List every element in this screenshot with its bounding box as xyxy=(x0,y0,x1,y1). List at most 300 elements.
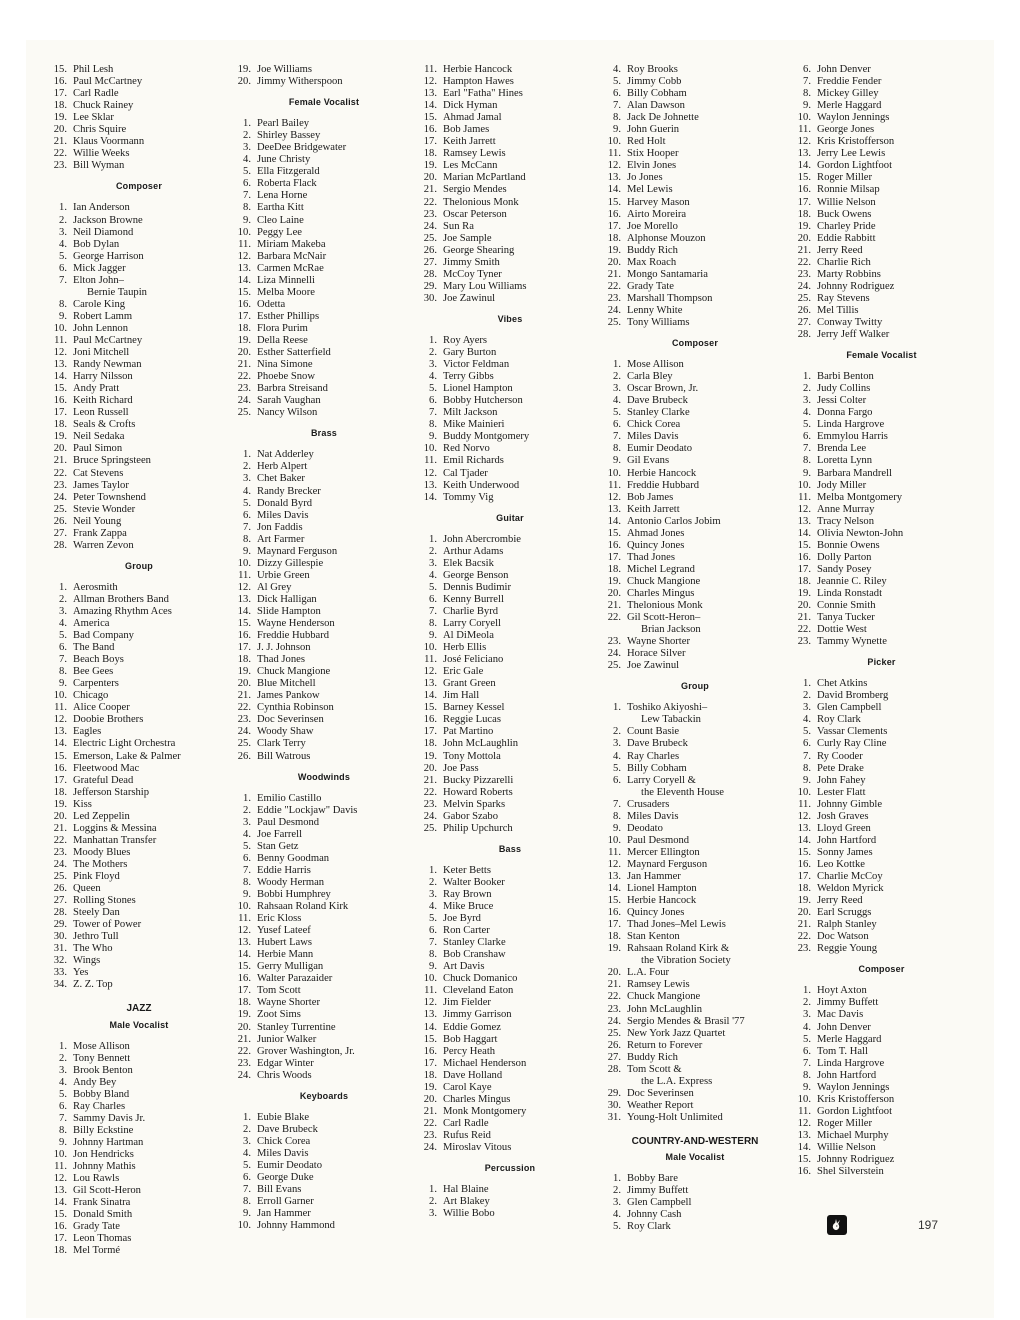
artist-name: Billy Eckstine xyxy=(73,1124,134,1136)
rank-number: 2. xyxy=(613,1185,621,1197)
ranking-entry xyxy=(234,299,414,311)
artist-name: Bill Watrous xyxy=(257,750,311,762)
ranking-entry xyxy=(50,726,228,738)
rank-number: 22. xyxy=(237,1045,251,1057)
rank-number: 23. xyxy=(797,636,811,648)
ranking-entry xyxy=(234,486,414,498)
artist-name: Buddy Rich xyxy=(627,1051,678,1063)
rank-number: 4. xyxy=(243,1147,251,1159)
artist-name: Mick Jagger xyxy=(73,262,126,274)
ranking-entry xyxy=(604,943,786,955)
ranking-entry xyxy=(234,949,414,961)
artist-name: Randy Newman xyxy=(73,359,142,371)
artist-name: Jon Hendricks xyxy=(73,1148,134,1160)
artist-name: Aerosmith xyxy=(73,581,118,593)
ranking-entry xyxy=(234,64,414,76)
rank-number: 14. xyxy=(237,605,251,617)
rank-number: 18. xyxy=(797,883,811,895)
rank-number: 4. xyxy=(243,828,251,840)
artist-name: John Fahey xyxy=(817,774,866,786)
artist-name: Tracy Nelson xyxy=(817,515,874,527)
artist-name: Harry Nilsson xyxy=(73,371,133,383)
artist-name: Mel Tormé xyxy=(73,1245,121,1257)
rank-number: 22. xyxy=(607,612,621,624)
artist-name: Manhattan Transfer xyxy=(73,834,157,846)
artist-name: Reggie Lucas xyxy=(443,714,501,726)
artist-name: Loggins & Messina xyxy=(73,822,157,834)
artist-name: Chris Squire xyxy=(73,124,127,136)
ranking-entry xyxy=(604,197,786,209)
rank-number: 17. xyxy=(53,407,67,419)
artist-name: Dave Holland xyxy=(443,1069,503,1081)
rank-number: 11. xyxy=(54,702,67,714)
artist-name: Peggy Lee xyxy=(257,226,303,238)
ranking-entry xyxy=(604,979,786,991)
rank-number: 17. xyxy=(607,220,621,232)
artist-name: Willie Nelson xyxy=(817,1141,876,1153)
artist-name: Jethro Tull xyxy=(73,931,119,943)
artist-name: Howard Roberts xyxy=(443,786,513,798)
rank-number: 16. xyxy=(423,714,437,726)
artist-name: Lionel Hampton xyxy=(443,383,513,395)
ranking-entry xyxy=(420,889,600,901)
artist-name: Ahmad Jones xyxy=(627,527,685,539)
artist-name: John Hartford xyxy=(817,1069,877,1081)
artist-name: Tom T. Hall xyxy=(817,1045,868,1057)
rank-number: 19. xyxy=(237,666,251,678)
rank-number: 19. xyxy=(237,1009,251,1021)
artist-name: Jackson Browne xyxy=(73,214,143,226)
ranking-entry xyxy=(50,100,228,112)
ranking-entry xyxy=(50,642,228,654)
artist-name: Les McCann xyxy=(443,160,498,172)
ranking-entry xyxy=(234,1046,414,1058)
rank-number: 24. xyxy=(607,648,621,660)
ranking-entry xyxy=(50,1053,228,1065)
ranking-entry xyxy=(420,1208,600,1220)
rank-number: 16. xyxy=(423,124,437,136)
artist-name: Shirley Bassey xyxy=(257,130,321,142)
artist-name: Larry Coryell & xyxy=(627,774,696,786)
rank-number: 13. xyxy=(237,593,251,605)
artist-name: Airto Moreira xyxy=(627,208,687,220)
artist-name: Freddie Hubbard xyxy=(627,479,700,491)
artist-name: Barbi Benton xyxy=(817,371,874,383)
rank-number: 9. xyxy=(429,431,437,443)
artist-name: Bobby Hutcherson xyxy=(443,395,523,407)
artist-name: Roy Clark xyxy=(627,1221,671,1233)
rank-number: 23. xyxy=(237,383,251,395)
ranking-entry xyxy=(234,829,414,841)
artist-name: Peter Townshend xyxy=(73,491,146,503)
rank-number: 7. xyxy=(243,521,251,533)
rank-number: 13. xyxy=(237,937,251,949)
artist-name: Herb Alpert xyxy=(257,461,308,473)
artist-name: Chuck Domanico xyxy=(443,973,518,985)
rank-number: 31. xyxy=(607,1111,621,1123)
artist-name: Al Grey xyxy=(257,581,292,593)
artist-name: Chicago xyxy=(73,690,109,702)
artist-name: Keith Jarrett xyxy=(443,136,496,148)
rank-number: 24. xyxy=(797,280,811,292)
artist-name: Jimmy Cobb xyxy=(627,76,682,88)
ranking-entry xyxy=(794,257,969,269)
artist-name: Grateful Dead xyxy=(73,774,134,786)
ranking-entry xyxy=(794,293,969,305)
artist-name: Esther Satterfield xyxy=(257,347,331,359)
ranking-entry xyxy=(50,1113,228,1125)
artist-name: J. J. Johnson xyxy=(257,642,311,654)
artist-name: Herbie Hancock xyxy=(627,895,697,907)
artist-name: Cleveland Eaton xyxy=(443,985,514,997)
ranking-entry xyxy=(794,907,969,919)
rank-number: 16. xyxy=(607,208,621,220)
ranking-entry xyxy=(234,985,414,997)
artist-name: John McLaughlin xyxy=(627,1003,703,1015)
rank-number: 1. xyxy=(613,359,621,371)
rank-number: 4. xyxy=(429,569,437,581)
ranking-entry xyxy=(604,1088,786,1100)
rank-number: 20. xyxy=(53,810,67,822)
artist-name: Bob Dylan xyxy=(73,238,120,250)
rank-number: 5. xyxy=(243,497,251,509)
rank-number: 28. xyxy=(53,907,67,919)
rank-number: 19. xyxy=(53,431,67,443)
ranking-entry xyxy=(420,1009,600,1021)
ranking-entry xyxy=(604,112,786,124)
rank-number: 20. xyxy=(797,232,811,244)
ranking-entry xyxy=(234,1160,414,1172)
artist-name: Neil Sedaka xyxy=(73,431,125,443)
artist-name: Seals & Crofts xyxy=(73,419,136,431)
rank-number: 11. xyxy=(238,913,251,925)
rank-number: 9. xyxy=(803,467,811,479)
ranking-entry xyxy=(50,263,228,275)
ranking-entry xyxy=(50,251,228,263)
artist-name: Keith Jarrett xyxy=(627,503,680,515)
artist-name: Roger Miller xyxy=(817,172,873,184)
artist-name: José Feliciano xyxy=(443,654,504,666)
ranking-entry xyxy=(604,799,786,811)
rank-number: 9. xyxy=(613,822,621,834)
artist-name: Nina Simone xyxy=(257,359,313,371)
rank-number: 13. xyxy=(53,359,67,371)
ranking-entry xyxy=(604,407,786,419)
rank-number: 11. xyxy=(238,569,251,581)
artist-name: Jerry Lee Lewis xyxy=(817,148,886,160)
rank-number: 22. xyxy=(423,196,437,208)
ranking-entry xyxy=(604,257,786,269)
rank-number: 18. xyxy=(53,1245,67,1257)
ranking-entry xyxy=(234,166,414,178)
ranking-entry xyxy=(234,666,414,678)
ranking-entry xyxy=(234,678,414,690)
rank-number: 29. xyxy=(607,1087,621,1099)
artist-name: Wayne Shorter xyxy=(257,997,320,1009)
artist-name: Dave Brubeck xyxy=(257,1123,318,1135)
ranking-entry xyxy=(50,124,228,136)
artist-name: Emilio Castillo xyxy=(257,792,322,804)
rank-number: 9. xyxy=(243,889,251,900)
artist-name: Wings xyxy=(73,955,101,967)
artist-name: John Lennon xyxy=(73,322,129,334)
artist-name: Wayne Shorter xyxy=(627,636,690,648)
artist-name: Lester Flatt xyxy=(817,786,866,798)
ranking-entry xyxy=(794,1166,969,1178)
artist-name: Linda Hargrove xyxy=(817,419,885,431)
artist-name: Eddie Gomez xyxy=(443,1021,501,1033)
artist-name: Keith Underwood xyxy=(443,479,520,491)
ranking-entry xyxy=(794,636,969,648)
ranking-entry xyxy=(50,1245,228,1257)
ranking-entry xyxy=(420,642,600,654)
ranking-entry xyxy=(794,763,969,775)
artist-name: Tanya Tucker xyxy=(817,612,875,624)
ranking-entry xyxy=(50,618,228,630)
rank-number: 2. xyxy=(59,1052,67,1064)
rank-number: 14. xyxy=(53,1197,67,1209)
ranking-entry xyxy=(234,359,414,371)
playboy-rabbit-logo-icon xyxy=(827,1215,847,1235)
ranking-entry xyxy=(604,431,786,443)
ranking-entry xyxy=(604,528,786,540)
rank-number: 14. xyxy=(607,184,621,196)
rank-number: 19. xyxy=(53,798,67,810)
ranking-entry xyxy=(420,468,600,480)
rank-number: 4. xyxy=(243,154,251,166)
artist-name: Terry Gibbs xyxy=(443,371,494,383)
ranking-entry xyxy=(604,835,786,847)
ranking-entry xyxy=(50,1233,228,1245)
ranking-entry xyxy=(794,76,969,88)
rank-number: 8. xyxy=(803,455,811,467)
artist-name: Robert Lamm xyxy=(73,310,133,322)
artist-name: Chuck Mangione xyxy=(627,991,701,1003)
rank-number: 4. xyxy=(613,395,621,407)
ranking-entry xyxy=(604,359,786,371)
artist-name: June Christy xyxy=(257,154,311,166)
artist-name: Ian Anderson xyxy=(73,202,130,214)
ranking-entry xyxy=(234,793,414,805)
rank-number: 15. xyxy=(423,702,437,714)
artist-name: Stanley Turrentine xyxy=(257,1021,336,1033)
ranking-entry xyxy=(234,142,414,154)
category-heading-male-vocalist: Male Vocalist xyxy=(665,1152,725,1163)
rank-number: 10. xyxy=(237,901,251,913)
ranking-entry xyxy=(50,215,228,227)
rank-number: 6. xyxy=(613,88,621,100)
rank-number: 15. xyxy=(797,1154,811,1166)
ranking-entry xyxy=(420,751,600,763)
rank-number: 24. xyxy=(423,220,437,232)
ranking-entry xyxy=(420,1118,600,1130)
ranking-entry xyxy=(420,901,600,913)
artist-name: Rahsaan Roland Kirk & xyxy=(627,943,730,955)
ranking-entry xyxy=(420,1094,600,1106)
artist-name: Benny Goodman xyxy=(257,852,330,864)
rank-number: 8. xyxy=(243,533,251,545)
artist-name: Neil Young xyxy=(73,515,122,527)
ranking-entry xyxy=(234,1058,414,1070)
rank-number: 19. xyxy=(607,943,621,955)
rank-number: 24. xyxy=(607,304,621,316)
ranking-entry xyxy=(50,504,228,516)
ranking-entry xyxy=(234,594,414,606)
artist-name: Bob James xyxy=(443,124,490,136)
artist-name: Paul Simon xyxy=(73,443,123,455)
ranking-entry xyxy=(50,419,228,431)
artist-name: Barbra Streisand xyxy=(257,383,328,395)
rank-number: 16. xyxy=(797,858,811,870)
rank-number: 21. xyxy=(607,979,621,991)
rank-number: 11. xyxy=(608,479,621,491)
artist-name: Shel Silverstein xyxy=(817,1166,884,1178)
ranking-entry xyxy=(420,124,600,136)
ranking-entry xyxy=(604,588,786,600)
artist-name: Miles Davis xyxy=(627,810,679,822)
rank-number: 30. xyxy=(423,292,437,304)
ranking-entry xyxy=(420,606,600,618)
artist-name: Randy Brecker xyxy=(257,485,321,497)
category-heading-female-vocalist: Female Vocalist xyxy=(846,350,917,361)
artist-name: Eartha Kitt xyxy=(257,202,304,214)
artist-name: Chris Woods xyxy=(257,1069,312,1081)
rank-number: 28. xyxy=(53,539,67,551)
rank-number: 23. xyxy=(237,714,251,726)
artist-name: John Abercrombie xyxy=(443,533,521,545)
ranking-entry xyxy=(234,461,414,473)
rank-number: 13. xyxy=(607,172,621,184)
ranking-entry xyxy=(794,600,969,612)
artist-name: Glen Campbell xyxy=(817,702,882,714)
artist-name: Dolly Parton xyxy=(817,551,872,563)
ranking-entry xyxy=(604,564,786,576)
rank-number: 10. xyxy=(53,1148,67,1160)
column-5 xyxy=(794,64,969,1178)
ranking-entry xyxy=(234,546,414,558)
rank-number: 14. xyxy=(797,160,811,172)
artist-name: Billy Cobham xyxy=(627,88,687,100)
rank-number: 5. xyxy=(59,1088,67,1100)
artist-name: Brook Benton xyxy=(73,1064,133,1076)
ranking-entry xyxy=(50,1161,228,1173)
rank-number: 15. xyxy=(797,846,811,858)
ranking-entry xyxy=(794,943,969,955)
rank-number: 11. xyxy=(424,985,437,997)
artist-name: Michael Henderson xyxy=(443,1057,527,1069)
artist-name: Eubie Blake xyxy=(257,1111,310,1123)
rank-number: 6. xyxy=(803,1045,811,1057)
artist-name: John McLaughlin xyxy=(443,738,519,750)
ranking-entry xyxy=(234,335,414,347)
rank-number: 14. xyxy=(607,883,621,895)
rank-number: 5. xyxy=(429,913,437,925)
artist-name: Roy Clark xyxy=(817,714,861,726)
ranking-entry xyxy=(604,931,786,943)
rank-number: 18. xyxy=(237,322,251,334)
ranking-entry xyxy=(794,1094,969,1106)
rank-number: 16. xyxy=(53,395,67,407)
rank-number: 18. xyxy=(237,997,251,1009)
artist-name: David Bromberg xyxy=(817,690,889,702)
ranking-entry xyxy=(234,1184,414,1196)
artist-name: Tony Mottola xyxy=(443,750,501,762)
artist-name: Jimmy Garrison xyxy=(443,1009,512,1021)
artist-name: Glen Campbell xyxy=(627,1197,692,1209)
ranking-entry xyxy=(234,383,414,395)
artist-name: Charles Mingus xyxy=(443,1093,511,1105)
ranking-entry xyxy=(794,329,969,341)
artist-name: Emerson, Lake & Palmer xyxy=(73,750,181,762)
ranking-entry xyxy=(794,455,969,467)
ranking-entry xyxy=(604,455,786,467)
artist-name: Freddie Fender xyxy=(817,76,882,88)
artist-name: Melvin Sparks xyxy=(443,798,506,810)
ranking-entry xyxy=(50,311,228,323)
artist-name: Sergio Mendes xyxy=(443,184,507,196)
rank-number: 14. xyxy=(423,100,437,112)
artist-name: Kris Kristofferson xyxy=(817,136,895,148)
artist-name: Johnny Rodriguez xyxy=(817,280,895,292)
rank-number: 25. xyxy=(53,503,67,515)
artist-name: Charley Pride xyxy=(817,220,876,232)
artist-name: Steely Dan xyxy=(73,907,120,919)
rank-number: 21. xyxy=(607,268,621,280)
artist-name: Chuck Mangione xyxy=(627,575,701,587)
ranking-entry xyxy=(794,1118,969,1130)
ranking-entry xyxy=(234,913,414,925)
ranking-entry xyxy=(420,407,600,419)
artist-name: Carla Bley xyxy=(627,371,673,383)
artist-name-continuation: the L.A. Express xyxy=(641,1075,713,1087)
artist-name: Bobby Bare xyxy=(627,1173,678,1185)
artist-name: Doc Severinsen xyxy=(627,1087,694,1099)
artist-name: Gordon Lightfoot xyxy=(817,160,893,172)
ranking-entry xyxy=(234,227,414,239)
rank-number: 13. xyxy=(607,871,621,882)
artist-name: Johnny Gimble xyxy=(817,798,883,810)
ranking-entry xyxy=(604,991,786,1003)
category-heading-male-vocalist: Male Vocalist xyxy=(109,1019,169,1030)
artist-name: Johnny Hartman xyxy=(73,1136,144,1148)
ranking-entry xyxy=(420,221,600,233)
artist-name: Roberta Flack xyxy=(257,178,317,190)
artist-name: Mickey Gilley xyxy=(817,88,879,100)
artist-name: Bonnie Owens xyxy=(817,539,880,551)
ranking-entry xyxy=(794,148,969,160)
rank-number: 19. xyxy=(237,64,251,75)
ranking-entry xyxy=(420,197,600,209)
rank-number: 9. xyxy=(803,1081,811,1093)
artist-name: Linda Hargrove xyxy=(817,1057,885,1069)
rank-number: 10. xyxy=(797,112,811,124)
rank-number: 2. xyxy=(613,726,621,738)
artist-name: Maynard Ferguson xyxy=(627,858,708,870)
artist-name: Rahsaan Roland Kirk xyxy=(257,901,349,913)
ranking-entry xyxy=(604,907,786,919)
rank-number: 1. xyxy=(429,864,437,876)
artist-name: Alice Cooper xyxy=(73,702,130,714)
ranking-entry xyxy=(420,257,600,269)
artist-name: Nat Adderley xyxy=(257,449,314,461)
rank-number: 17. xyxy=(797,563,811,575)
rank-number: 23. xyxy=(607,636,621,648)
artist-name: Mercer Ellington xyxy=(627,846,700,858)
artist-name: Dave Brubeck xyxy=(627,395,688,407)
artist-name: The Who xyxy=(73,943,113,955)
ranking-entry xyxy=(50,528,228,540)
rank-number: 8. xyxy=(613,810,621,822)
